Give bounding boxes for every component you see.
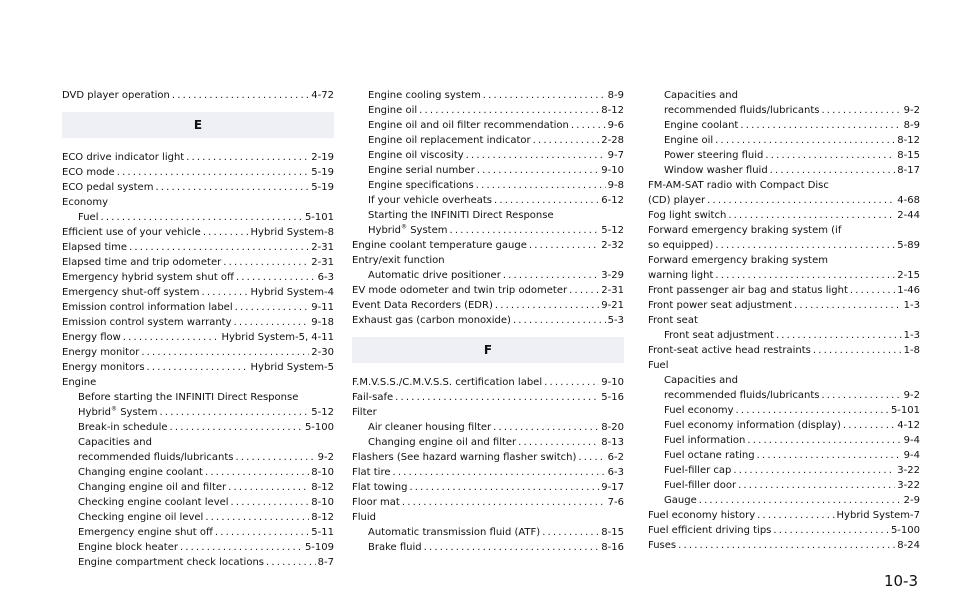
index-subentry[interactable]: Changing engine oil and filter . . . 8-13 — [352, 435, 624, 450]
index-subentry-line: Capacities and — [664, 90, 738, 101]
section-heading-e: E — [62, 112, 334, 138]
index-subentry[interactable]: Fuel economy . . . 5-101 — [648, 403, 920, 418]
index-subentry[interactable]: Power steering fluid . . . 8-15 — [648, 148, 920, 163]
index-subentry[interactable]: Changing engine coolant . . . 8-10 — [62, 465, 334, 480]
index-subentry[interactable]: recommended fluids/lubricants . . . 9-2 — [648, 388, 920, 403]
index-entry[interactable]: Exhaust gas (carbon monoxide) . . . 5-3 — [352, 313, 624, 328]
index-entry[interactable]: Elapsed time and trip odometer . . . 2-31 — [62, 255, 334, 270]
index-heading: Engine — [62, 377, 97, 388]
index-subentry[interactable]: Engine cooling system . . . 8-9 — [352, 88, 624, 103]
index-subentry[interactable]: Automatic drive positioner . . . 3-29 — [352, 268, 624, 283]
index-heading: FM-AM-SAT radio with Compact Disc — [648, 180, 829, 191]
index-subentry[interactable]: Air cleaner housing filter . . . 8-20 — [352, 420, 624, 435]
index-heading: Fuel — [648, 360, 669, 371]
index-entry[interactable]: Efficient use of your vehicle . . . Hybrid System-8 — [62, 225, 334, 240]
index-heading: Economy — [62, 197, 109, 208]
index-entry[interactable]: Front passenger air bag and status light . . . 1-46 — [648, 283, 920, 298]
index-entry[interactable]: Fog light switch . . . 2-44 — [648, 208, 920, 223]
index-subentry-line: Capacities and — [664, 375, 738, 386]
index-entry[interactable]: EV mode odometer and twin trip odometer . . . 2-31 — [352, 283, 624, 298]
index-entry[interactable]: Front-seat active head restraints . . . 1-8 — [648, 343, 920, 358]
index-subentry[interactable]: Fuel-filler cap . . . 3-22 — [648, 463, 920, 478]
index-entry[interactable]: ECO pedal system . . . 5-19 — [62, 180, 334, 195]
index-entry[interactable]: Emergency hybrid system shut off . . . 6-3 — [62, 270, 334, 285]
index-subentry[interactable]: Hybrid® System . . . 5-12 — [352, 223, 624, 238]
index-subentry[interactable]: Checking engine coolant level . . . 8-10 — [62, 495, 334, 510]
index-subentry[interactable]: Brake fluid . . . 8-16 — [352, 540, 624, 555]
index-subentry[interactable]: Fuel information . . . 9-4 — [648, 433, 920, 448]
index-entry[interactable]: Flashers (See hazard warning flasher switch) . . . 6-2 — [352, 450, 624, 465]
index-entry[interactable]: Emergency shut-off system . . . Hybrid System-4 — [62, 285, 334, 300]
index-entry[interactable]: Front power seat adjustment . . . 1-3 — [648, 298, 920, 313]
index-subentry[interactable]: Engine oil . . . 8-12 — [648, 133, 920, 148]
index-entry[interactable]: ECO mode . . . 5-19 — [62, 165, 334, 180]
index-entry[interactable]: (CD) player . . . 4-68 — [648, 193, 920, 208]
index-subentry[interactable]: Engine oil replacement indicator . . . 2-28 — [352, 133, 624, 148]
index-entry[interactable]: Floor mat . . . 7-6 — [352, 495, 624, 510]
index-subentry[interactable]: recommended fluids/lubricants . . . 9-2 — [62, 450, 334, 465]
index-entry[interactable]: Fail-safe . . . 5-16 — [352, 390, 624, 405]
index-subentry[interactable]: Gauge . . . 2-9 — [648, 493, 920, 508]
index-entry[interactable]: Flat towing . . . 9-17 — [352, 480, 624, 495]
index-heading: Fluid — [352, 512, 376, 523]
index-entry[interactable]: Engine coolant temperature gauge . . . 2-32 — [352, 238, 624, 253]
section-heading-f: F — [352, 337, 624, 363]
index-entry[interactable]: Elapsed time . . . 2-31 — [62, 240, 334, 255]
index-subentry[interactable]: Engine serial number . . . 9-10 — [352, 163, 624, 178]
index-column-2 — [352, 88, 624, 555]
index-subentry[interactable]: Engine oil and oil filter recommendation . . . 9-6 — [352, 118, 624, 133]
index-subentry[interactable]: Automatic transmission fluid (ATF) . . . 8-15 — [352, 525, 624, 540]
index-subentry[interactable]: Fuel octane rating . . . 9-4 — [648, 448, 920, 463]
index-column-3 — [648, 88, 920, 553]
index-entry[interactable]: Emission control system warranty . . . 9-18 — [62, 315, 334, 330]
index-heading: Filter — [352, 407, 377, 418]
index-entry[interactable]: Fuel economy history . . . Hybrid System-7 — [648, 508, 920, 523]
index-heading: Entry/exit function — [352, 255, 445, 266]
index-subentry[interactable]: Engine oil . . . 8-12 — [352, 103, 624, 118]
page-number: 10-3 — [883, 572, 918, 590]
index-entry[interactable]: Energy monitor . . . 2-30 — [62, 345, 334, 360]
index-entry[interactable]: Fuel efficient driving tips . . . 5-100 — [648, 523, 920, 538]
index-subentry[interactable]: If your vehicle overheats . . . 6-12 — [352, 193, 624, 208]
index-entry[interactable]: ECO drive indicator light . . . 2-19 — [62, 150, 334, 165]
index-entry[interactable]: Energy flow . . . Hybrid System-5, 4-11 — [62, 330, 334, 345]
index-subentry[interactable]: Emergency engine shut off . . . 5-11 — [62, 525, 334, 540]
index-subentry[interactable]: Window washer fluid . . . 8-17 — [648, 163, 920, 178]
index-subentry[interactable]: Engine oil viscosity . . . 9-7 — [352, 148, 624, 163]
index-entry[interactable]: Flat tire . . . 6-3 — [352, 465, 624, 480]
index-entry[interactable]: warning light . . . 2-15 — [648, 268, 920, 283]
index-subentry[interactable]: recommended fluids/lubricants . . . 9-2 — [648, 103, 920, 118]
index-subentry[interactable]: Checking engine oil level . . . 8-12 — [62, 510, 334, 525]
index-entry[interactable]: Event Data Recorders (EDR) . . . 9-21 — [352, 298, 624, 313]
index-entry[interactable]: DVD player operation . . . 4-72 — [62, 88, 334, 103]
index-heading: Front seat — [648, 315, 698, 326]
index-subentry[interactable]: Engine specifications . . . 9-8 — [352, 178, 624, 193]
index-subentry[interactable]: Changing engine oil and filter . . . 8-12 — [62, 480, 334, 495]
index-subentry[interactable]: Engine compartment check locations . . . 8-7 — [62, 555, 334, 570]
index-subentry[interactable]: Break-in schedule . . . 5-100 — [62, 420, 334, 435]
index-heading: Forward emergency braking system — [648, 255, 828, 266]
index-column-1 — [62, 88, 334, 570]
index-subentry[interactable]: Engine block heater . . . 5-109 — [62, 540, 334, 555]
index-entry[interactable]: Emission control information label . . . 9-11 — [62, 300, 334, 315]
index-heading: Forward emergency braking system (if — [648, 225, 842, 236]
index-subentry[interactable]: Hybrid® System . . . 5-12 — [62, 405, 334, 420]
index-subentry[interactable]: Engine coolant . . . 8-9 — [648, 118, 920, 133]
index-subentry-line: Capacities and — [78, 437, 152, 448]
index-subentry[interactable]: Fuel economy information (display) . . . 4-12 — [648, 418, 920, 433]
index-subentry-line: Before starting the INFINITI Direct Response — [78, 392, 299, 403]
index-subentry[interactable]: Fuel . . . 5-101 — [62, 210, 334, 225]
index-subentry[interactable]: Front seat adjustment . . . 1-3 — [648, 328, 920, 343]
index-subentry[interactable]: Fuel-filler door . . . 3-22 — [648, 478, 920, 493]
index-entry[interactable]: F.M.V.S.S./C.M.V.S.S. certification label . . . 9-10 — [352, 375, 624, 390]
index-entry[interactable]: Fuses . . . 8-24 — [648, 538, 920, 553]
index-entry[interactable]: Energy monitors . . . Hybrid System-5 — [62, 360, 334, 375]
index-entry[interactable]: so equipped) . . . 5-89 — [648, 238, 920, 253]
index-subentry-line: Starting the INFINITI Direct Response — [368, 210, 554, 221]
